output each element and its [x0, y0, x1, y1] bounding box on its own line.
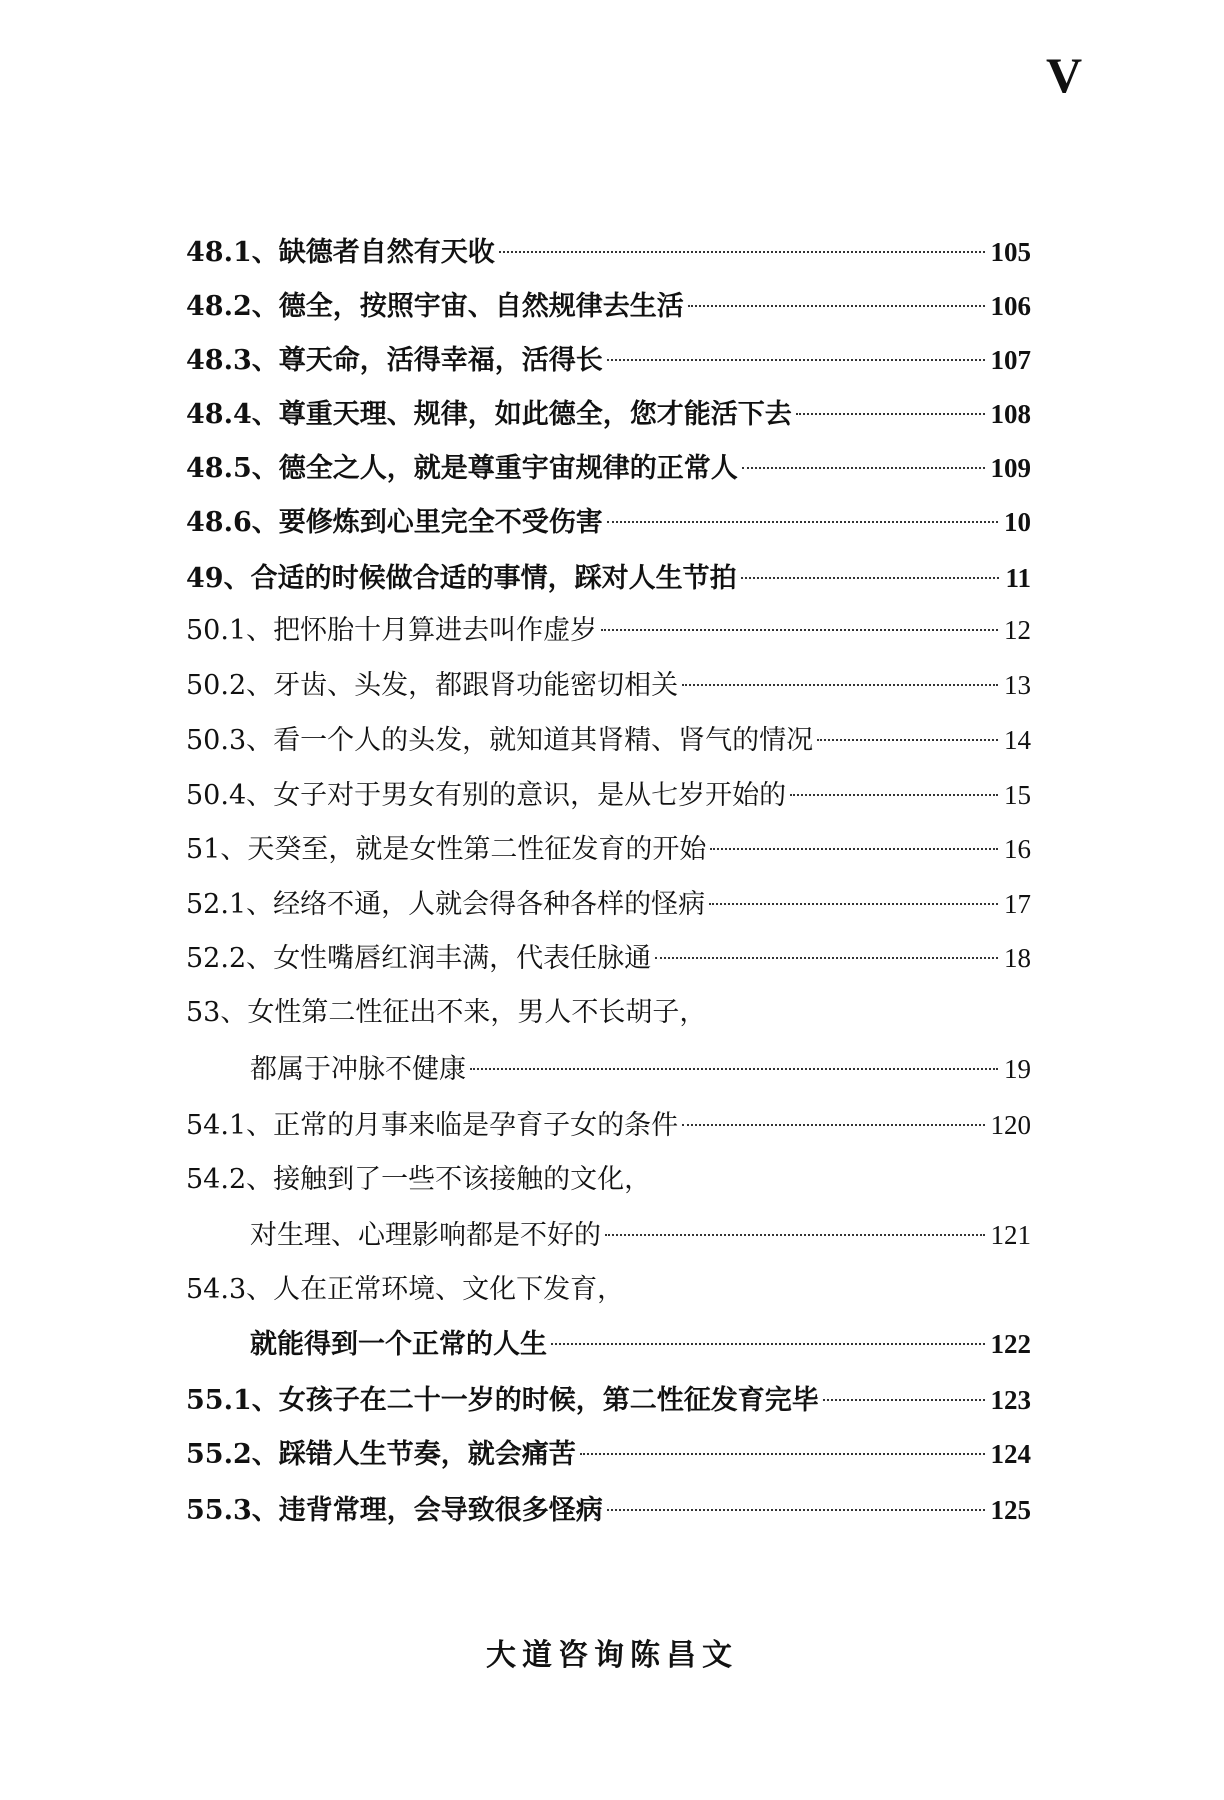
toc-entry-page: 13	[1004, 670, 1031, 700]
toc-entry-row	[186, 554, 1031, 603]
toc-entry-page: 18	[1004, 943, 1031, 973]
toc-entry-page: 11	[1005, 563, 1031, 593]
toc-entry-page: 121	[990, 1220, 1031, 1250]
toc-entry-page: 16	[1004, 834, 1031, 864]
toc-entry-number: 52.1、	[186, 889, 274, 920]
dot-leader	[607, 521, 998, 523]
toc-entry[interactable]	[186, 716, 1031, 764]
toc-entry-row	[186, 825, 1031, 874]
toc-entry-row	[186, 1430, 1031, 1479]
toc-entry-continuation[interactable]	[250, 1320, 1031, 1368]
toc-entry[interactable]	[186, 554, 1031, 602]
toc-entry-row	[186, 880, 1031, 929]
dot-leader	[605, 1234, 985, 1236]
toc-entry-page: 106	[990, 291, 1031, 321]
toc-entry-row	[186, 390, 1031, 439]
toc-entry[interactable]	[186, 282, 1031, 330]
toc-entry-number: 55.2、	[186, 1439, 279, 1470]
toc-entry-page: 120	[990, 1110, 1031, 1140]
toc-entry-number: 48.1、	[186, 237, 279, 268]
toc-entry[interactable]	[186, 825, 1031, 873]
toc-entry-page: 12	[1004, 615, 1031, 645]
dot-leader	[682, 1124, 984, 1126]
toc-entry-number: 50.3、	[186, 725, 274, 756]
dot-leader	[607, 1509, 985, 1511]
dot-leader	[470, 1068, 998, 1070]
toc-entry-row	[186, 228, 1031, 277]
dot-leader	[499, 251, 985, 253]
toc-entry-row	[186, 989, 1031, 1037]
toc-entry-page: 105	[990, 237, 1031, 267]
toc-entry-title: 正常的月事来临是孕育子女的条件	[273, 1110, 679, 1141]
toc-entry-title: 女性第二性征出不来，男人不长胡子，	[247, 997, 707, 1028]
toc-entry-title: 就能得到一个正常的人生	[250, 1329, 547, 1360]
toc-entry-row	[186, 934, 1031, 983]
toc-entry-number: 49、	[186, 563, 251, 594]
dot-leader	[688, 305, 985, 307]
toc-entry-number: 51、	[186, 834, 248, 865]
toc-entry[interactable]	[186, 336, 1031, 384]
toc-entry-row	[186, 661, 1031, 710]
toc-entry-number: 50.4、	[186, 780, 274, 811]
toc-entry-row	[186, 771, 1031, 820]
toc-entry-row	[186, 1376, 1031, 1425]
page-footer: 大道咨询陈昌文	[486, 1638, 738, 1673]
dot-leader	[817, 739, 998, 741]
toc-entry-number: 53、	[186, 997, 248, 1028]
toc-entry[interactable]	[186, 1156, 1031, 1204]
page-marker: V	[1046, 47, 1083, 103]
toc-entry-title: 德全之人，就是尊重宇宙规律的正常人	[278, 453, 738, 484]
toc-entry[interactable]	[186, 1430, 1031, 1478]
toc-entry[interactable]	[186, 228, 1031, 276]
toc-entry-row	[186, 1486, 1031, 1535]
toc-entry-page: 122	[990, 1329, 1031, 1359]
dot-leader	[682, 684, 998, 686]
dot-leader	[796, 413, 985, 415]
toc-entry-title: 天癸至，就是女性第二性征发育的开始	[247, 834, 707, 865]
toc-entry[interactable]	[186, 880, 1031, 928]
toc-entry-title: 经络不通，人就会得各种各样的怪病	[273, 889, 706, 920]
toc-entry[interactable]	[186, 606, 1031, 654]
toc-entry-title: 尊天命，活得幸福，活得长	[278, 345, 603, 376]
dot-leader	[601, 629, 998, 631]
toc-entry-row	[186, 606, 1031, 655]
toc-entry-number: 52.2、	[186, 943, 274, 974]
toc-entry-row	[186, 336, 1031, 385]
toc-entry-page: 17	[1004, 889, 1031, 919]
toc-entry-number: 48.3、	[186, 345, 279, 376]
toc-entry-page: 107	[990, 345, 1031, 375]
dot-leader	[790, 794, 998, 796]
dot-leader	[607, 359, 985, 361]
toc-entry-title: 牙齿、头发，都跟肾功能密切相关	[273, 670, 679, 701]
toc-entry-page: 125	[990, 1495, 1031, 1525]
toc-entry-title: 女子对于男女有别的意识，是从七岁开始的	[273, 780, 787, 811]
toc-entry-row	[186, 1266, 1031, 1314]
dot-leader	[710, 848, 998, 850]
toc-entry-row	[186, 1156, 1031, 1204]
toc-entry-title: 女性嘴唇红润丰满，代表任脉通	[273, 943, 652, 974]
toc-entry-title: 女孩子在二十一岁的时候，第二性征发育完毕	[278, 1385, 819, 1416]
toc-entry[interactable]	[186, 444, 1031, 492]
toc-entry-page: 108	[990, 399, 1031, 429]
dot-leader	[823, 1399, 985, 1401]
toc-entry[interactable]	[186, 1101, 1031, 1149]
toc-entry-page: 10	[1004, 507, 1031, 537]
dot-leader	[741, 577, 1000, 579]
toc-entry-number: 54.1、	[186, 1110, 274, 1141]
toc-entry-number: 55.1、	[186, 1385, 279, 1416]
toc-entry-number: 48.6、	[186, 507, 279, 538]
toc-entry-page: 19	[1004, 1054, 1031, 1084]
dot-leader	[551, 1343, 985, 1345]
toc-entry[interactable]	[186, 934, 1031, 982]
toc-entry-title: 把怀胎十月算进去叫作虚岁	[273, 615, 598, 646]
toc-entry-title: 尊重天理、规律，如此德全，您才能活下去	[278, 399, 792, 430]
toc-entry-row	[186, 498, 1031, 547]
toc-entry-number: 48.2、	[186, 291, 279, 322]
toc-entry-page: 109	[990, 453, 1031, 483]
toc-entry[interactable]	[186, 1486, 1031, 1534]
dot-leader	[655, 957, 998, 959]
toc-entry-title: 要修炼到心里完全不受伤害	[278, 507, 603, 538]
toc-entry-row	[250, 1320, 1031, 1369]
toc-entry-row	[250, 1211, 1031, 1260]
toc-entry-number: 54.2、	[186, 1164, 274, 1195]
toc-entry-page: 14	[1004, 725, 1031, 755]
toc-entry-title: 接触到了一些不该接触的文化，	[273, 1164, 652, 1195]
toc-entry-number: 50.1、	[186, 615, 274, 646]
toc-entry-number: 54.3、	[186, 1274, 274, 1305]
toc-entry-row	[186, 444, 1031, 493]
toc-entry[interactable]	[186, 1376, 1031, 1424]
toc-entry-title: 德全，按照宇宙、自然规律去生活	[278, 291, 684, 322]
dot-leader	[742, 467, 985, 469]
toc-entry[interactable]	[186, 661, 1031, 709]
toc-entry[interactable]	[186, 498, 1031, 546]
toc-entry-title: 人在正常环境、文化下发育，	[273, 1274, 625, 1305]
dot-leader	[580, 1453, 985, 1455]
toc-entry[interactable]	[186, 771, 1031, 819]
toc-entry-title: 对生理、心理影响都是不好的	[250, 1220, 601, 1251]
toc-entry[interactable]	[186, 1266, 1031, 1314]
toc-entry-title: 缺德者自然有天收	[278, 237, 495, 268]
dot-leader	[709, 903, 998, 905]
toc-entry-title: 都属于冲脉不健康	[250, 1054, 466, 1085]
toc-entry-number: 50.2、	[186, 670, 274, 701]
toc-entry[interactable]	[186, 989, 1031, 1037]
toc-entry-title: 看一个人的头发，就知道其肾精、肾气的情况	[273, 725, 814, 756]
toc-entry-number: 55.3、	[186, 1495, 279, 1526]
toc-entry-row	[186, 1101, 1031, 1150]
toc-entry-row	[186, 716, 1031, 765]
toc-entry-title: 合适的时候做合适的事情，踩对人生节拍	[250, 563, 737, 594]
toc-entry-title: 违背常理，会导致很多怪病	[278, 1495, 603, 1526]
toc-entry-number: 48.4、	[186, 399, 279, 430]
toc-entry-row	[186, 282, 1031, 331]
toc-entry-continuation[interactable]	[250, 1211, 1031, 1259]
toc-entry-row	[250, 1045, 1031, 1094]
toc-entry-page: 15	[1004, 780, 1031, 810]
toc-entry-continuation[interactable]	[250, 1045, 1031, 1093]
toc-entry[interactable]	[186, 390, 1031, 438]
toc-entry-number: 48.5、	[186, 453, 279, 484]
toc-entry-title: 踩错人生节奏，就会痛苦	[278, 1439, 576, 1470]
toc-entry-page: 124	[990, 1439, 1031, 1469]
toc-entry-page: 123	[990, 1385, 1031, 1415]
